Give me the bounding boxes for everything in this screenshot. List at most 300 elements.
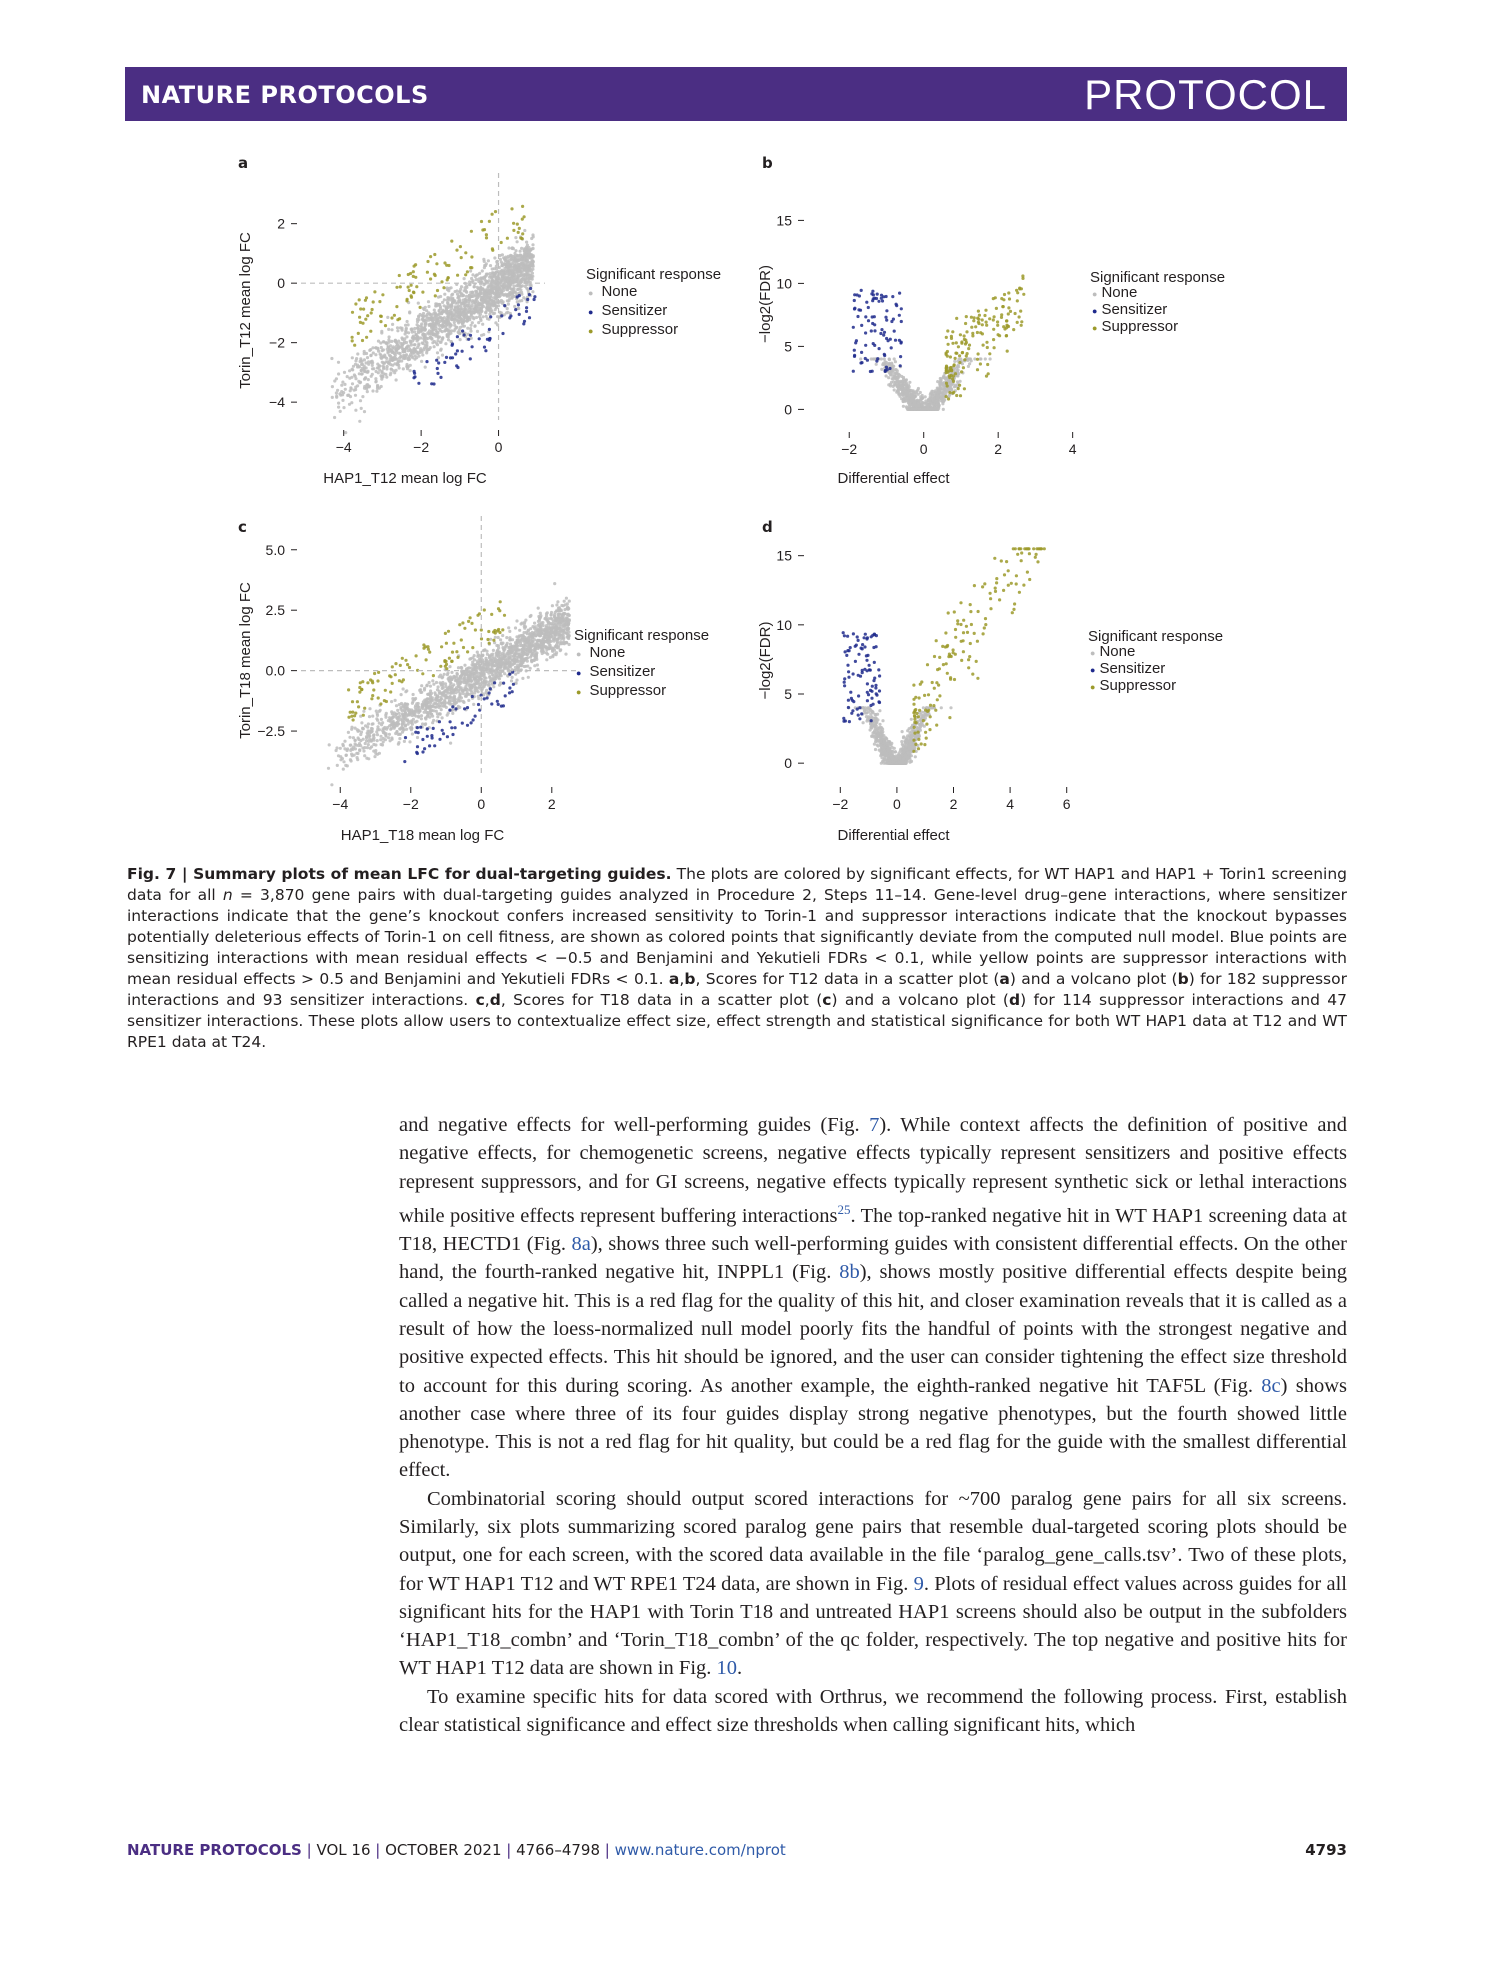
data-point — [926, 408, 929, 411]
data-point — [504, 662, 507, 665]
data-point — [945, 370, 948, 373]
data-point — [537, 615, 540, 618]
data-point — [551, 624, 554, 627]
data-point — [913, 406, 916, 409]
data-point — [354, 388, 357, 391]
data-point — [499, 280, 502, 283]
data-point — [415, 726, 418, 729]
data-point — [565, 641, 568, 644]
data-point — [944, 387, 947, 390]
data-point — [428, 651, 431, 654]
data-point — [920, 408, 923, 411]
data-point — [421, 705, 424, 708]
data-point — [544, 633, 547, 636]
data-point — [506, 260, 509, 263]
data-point — [542, 651, 545, 654]
data-point — [906, 397, 909, 400]
y-tick-label: 15 — [776, 212, 792, 229]
data-point — [392, 345, 395, 348]
data-point — [476, 300, 479, 303]
data-point — [436, 289, 439, 292]
data-point — [483, 663, 486, 666]
data-point — [479, 292, 482, 295]
data-point — [898, 395, 901, 398]
data-point — [504, 662, 507, 665]
data-point — [470, 255, 473, 258]
data-point — [421, 291, 424, 294]
data-point — [867, 306, 870, 309]
data-point — [366, 390, 369, 393]
data-point — [973, 357, 976, 360]
data-point — [908, 408, 911, 411]
data-point — [428, 329, 431, 332]
data-point — [411, 723, 414, 726]
data-point — [529, 287, 532, 290]
data-point — [478, 664, 481, 667]
data-point — [385, 712, 388, 715]
data-point — [387, 345, 390, 348]
data-point — [880, 368, 883, 371]
data-point — [927, 406, 930, 409]
data-point — [496, 278, 499, 281]
data-point — [390, 340, 393, 343]
data-point — [566, 635, 569, 638]
data-point — [388, 733, 391, 736]
data-point — [491, 287, 494, 290]
data-point — [376, 719, 379, 722]
data-point — [471, 673, 474, 676]
data-point — [931, 400, 934, 403]
data-point — [382, 731, 385, 734]
data-point — [478, 295, 481, 298]
data-point — [370, 731, 373, 734]
data-point — [891, 367, 894, 370]
data-point — [363, 358, 366, 361]
data-point — [469, 673, 472, 676]
data-point — [448, 686, 451, 689]
data-point — [333, 379, 336, 382]
data-point — [521, 650, 524, 653]
data-point — [934, 389, 937, 392]
data-point — [900, 380, 903, 383]
data-point — [466, 688, 469, 691]
data-point — [487, 662, 490, 665]
data-point — [957, 372, 960, 375]
data-point — [467, 316, 470, 319]
data-point — [467, 316, 470, 319]
data-point — [941, 391, 944, 394]
data-point — [490, 653, 493, 656]
data-point — [434, 315, 437, 318]
data-point — [931, 396, 934, 399]
data-point — [420, 714, 423, 717]
data-point — [470, 280, 473, 283]
data-point — [368, 385, 371, 388]
data-point — [526, 275, 529, 278]
data-point — [945, 385, 948, 388]
data-point — [521, 636, 524, 639]
data-point — [502, 300, 505, 303]
data-point — [905, 382, 908, 385]
data-point — [454, 702, 457, 705]
data-point — [524, 261, 527, 264]
data-point — [507, 261, 510, 264]
data-point — [395, 341, 398, 344]
data-point — [540, 650, 543, 653]
data-point — [491, 277, 494, 280]
data-point — [395, 369, 398, 372]
data-point — [497, 277, 500, 280]
data-point — [493, 273, 496, 276]
data-point — [445, 696, 448, 699]
data-point — [487, 307, 490, 310]
data-point — [470, 622, 473, 625]
data-point — [523, 255, 526, 258]
data-point — [410, 350, 413, 353]
data-point — [427, 311, 430, 314]
data-point — [455, 326, 458, 329]
data-point — [539, 634, 542, 637]
data-point — [530, 659, 533, 662]
data-point — [465, 687, 468, 690]
data-point — [914, 408, 917, 411]
data-point — [488, 292, 491, 295]
data-point — [408, 358, 411, 361]
data-point — [526, 280, 529, 283]
data-point — [965, 315, 968, 318]
data-point — [480, 303, 483, 306]
data-point — [462, 700, 465, 703]
data-point — [523, 665, 526, 668]
data-point — [463, 305, 466, 308]
data-point — [889, 365, 892, 368]
data-point — [431, 696, 434, 699]
data-point — [562, 640, 565, 643]
data-point — [527, 676, 530, 679]
data-point — [948, 374, 951, 377]
y-axis-label: Torin_T12 mean log FC — [237, 232, 254, 389]
data-point — [465, 286, 468, 289]
data-point — [426, 331, 429, 334]
data-point — [899, 388, 902, 391]
data-point — [925, 408, 928, 411]
data-point — [461, 325, 464, 328]
data-point — [530, 247, 533, 250]
data-point — [896, 375, 899, 378]
data-point — [485, 662, 488, 665]
data-point — [351, 311, 354, 314]
data-point — [451, 344, 454, 347]
data-point — [443, 690, 446, 693]
data-point — [447, 338, 450, 341]
data-point — [397, 743, 400, 746]
data-point — [354, 409, 357, 412]
data-point — [540, 623, 543, 626]
data-point — [529, 261, 532, 264]
data-point — [508, 664, 511, 667]
data-point — [494, 286, 497, 289]
data-point — [515, 266, 518, 269]
data-point — [417, 338, 420, 341]
data-point — [435, 262, 438, 265]
data-point — [361, 746, 364, 749]
data-point — [916, 408, 919, 411]
data-point — [924, 408, 927, 411]
data-point — [493, 272, 496, 275]
data-point — [414, 715, 417, 718]
data-point — [483, 676, 486, 679]
data-point — [483, 294, 486, 297]
data-point — [432, 328, 435, 331]
data-point — [929, 400, 932, 403]
data-point — [385, 360, 388, 363]
data-point — [553, 649, 556, 652]
data-point — [365, 361, 368, 364]
data-point — [534, 646, 537, 649]
data-point — [395, 704, 398, 707]
data-point — [483, 289, 486, 292]
data-point — [498, 684, 501, 687]
data-point — [428, 705, 431, 708]
data-point — [508, 297, 511, 300]
data-point — [527, 629, 530, 632]
data-point — [438, 316, 441, 319]
data-point — [853, 299, 856, 302]
data-point — [901, 380, 904, 383]
data-point — [463, 678, 466, 681]
data-point — [925, 408, 928, 411]
data-point — [488, 337, 491, 340]
data-point — [530, 262, 533, 265]
data-point — [484, 668, 487, 671]
data-point — [377, 371, 380, 374]
data-point — [547, 634, 550, 637]
data-point — [358, 420, 361, 423]
data-point — [422, 334, 425, 337]
data-point — [468, 671, 471, 674]
data-point — [403, 337, 406, 340]
data-point — [917, 408, 920, 411]
data-point — [390, 710, 393, 713]
data-point — [501, 253, 504, 256]
data-point — [924, 408, 927, 411]
data-point — [508, 630, 511, 633]
data-point — [566, 620, 569, 623]
data-point — [1008, 297, 1011, 300]
data-point — [524, 647, 527, 650]
data-point — [370, 354, 373, 357]
data-point — [450, 329, 453, 332]
data-point — [453, 675, 456, 678]
data-point — [477, 293, 480, 296]
data-point — [933, 394, 936, 397]
data-point — [425, 701, 428, 704]
data-point — [511, 266, 514, 269]
data-point — [486, 317, 489, 320]
data-point — [539, 628, 542, 631]
data-point — [427, 305, 430, 308]
data-point — [919, 391, 922, 394]
data-point — [529, 646, 532, 649]
data-point — [502, 655, 505, 658]
data-point — [530, 264, 533, 267]
data-point — [495, 304, 498, 307]
data-point — [507, 294, 510, 297]
data-point — [482, 671, 485, 674]
data-point — [911, 393, 914, 396]
data-point — [888, 367, 891, 370]
data-point — [492, 291, 495, 294]
data-point — [466, 309, 469, 312]
data-point — [396, 326, 399, 329]
data-point — [467, 338, 470, 341]
data-point — [331, 396, 334, 399]
data-point — [933, 405, 936, 408]
data-point — [511, 274, 514, 277]
data-point — [937, 387, 940, 390]
data-point — [936, 387, 939, 390]
data-point — [391, 358, 394, 361]
data-point — [923, 408, 926, 411]
data-point — [942, 376, 945, 379]
data-point — [497, 281, 500, 284]
data-point — [928, 404, 931, 407]
data-point — [923, 408, 926, 411]
data-point — [552, 638, 555, 641]
data-point — [486, 653, 489, 656]
data-point — [565, 622, 568, 625]
data-point — [908, 388, 911, 391]
data-point — [441, 693, 444, 696]
data-point — [503, 257, 506, 260]
data-point — [566, 607, 569, 610]
data-point — [934, 395, 937, 398]
data-point — [935, 401, 938, 404]
data-point — [416, 320, 419, 323]
data-point — [537, 639, 540, 642]
data-point — [446, 306, 449, 309]
data-point — [911, 404, 914, 407]
data-point — [493, 664, 496, 667]
data-point — [474, 304, 477, 307]
data-point — [494, 672, 497, 675]
data-point — [490, 670, 493, 673]
data-point — [445, 306, 448, 309]
data-point — [522, 651, 525, 654]
data-point — [374, 346, 377, 349]
data-point — [922, 408, 925, 411]
data-point — [465, 300, 468, 303]
data-point — [952, 391, 955, 394]
data-point — [423, 687, 426, 690]
data-point — [351, 748, 354, 751]
data-point — [530, 639, 533, 642]
data-point — [464, 251, 467, 254]
data-point — [388, 335, 391, 338]
data-point — [503, 262, 506, 265]
data-point — [530, 269, 533, 272]
data-point — [531, 260, 534, 263]
data-point — [901, 393, 904, 396]
data-point — [512, 262, 515, 265]
data-point — [462, 317, 465, 320]
data-point — [491, 303, 494, 306]
data-point — [917, 408, 920, 411]
data-point — [483, 680, 486, 683]
data-point — [514, 682, 517, 685]
data-point — [544, 628, 547, 631]
data-point — [524, 277, 527, 280]
data-point — [526, 644, 529, 647]
data-point — [500, 290, 503, 293]
data-point — [528, 274, 531, 277]
data-point — [453, 312, 456, 315]
data-point — [1005, 324, 1008, 327]
data-point — [394, 722, 397, 725]
data-point — [857, 308, 860, 311]
data-point — [479, 317, 482, 320]
data-point — [399, 708, 402, 711]
data-point — [491, 213, 494, 216]
data-point — [386, 351, 389, 354]
data-point — [901, 385, 904, 388]
data-point — [482, 693, 485, 696]
data-point — [462, 302, 465, 305]
data-point — [984, 357, 987, 360]
data-point — [516, 638, 519, 641]
data-point — [917, 407, 920, 410]
data-point — [524, 653, 527, 656]
data-point — [393, 371, 396, 374]
data-point — [498, 650, 501, 653]
data-point — [510, 291, 513, 294]
data-point — [376, 384, 379, 387]
data-point — [500, 642, 503, 645]
data-point — [893, 388, 896, 391]
data-point — [495, 668, 498, 671]
data-point — [924, 408, 927, 411]
data-point — [530, 255, 533, 258]
data-point — [941, 391, 944, 394]
data-point — [337, 372, 340, 375]
data-point — [963, 358, 966, 361]
data-point — [460, 686, 463, 689]
data-point — [411, 331, 414, 334]
data-point — [503, 667, 506, 670]
data-point — [525, 241, 528, 244]
data-point — [523, 658, 526, 661]
data-point — [465, 693, 468, 696]
data-point — [441, 330, 444, 333]
data-point — [386, 365, 389, 368]
data-point — [557, 609, 560, 612]
data-point — [885, 337, 888, 340]
data-point — [918, 408, 921, 411]
data-point — [447, 313, 450, 316]
data-point — [458, 682, 461, 685]
data-point — [485, 663, 488, 666]
data-point — [486, 301, 489, 304]
data-point — [940, 377, 943, 380]
data-point — [918, 407, 921, 410]
data-point — [345, 754, 348, 757]
data-point — [921, 406, 924, 409]
data-point — [496, 295, 499, 298]
data-point — [907, 408, 910, 411]
data-point — [926, 408, 929, 411]
data-point — [475, 274, 478, 277]
data-point — [358, 298, 361, 301]
